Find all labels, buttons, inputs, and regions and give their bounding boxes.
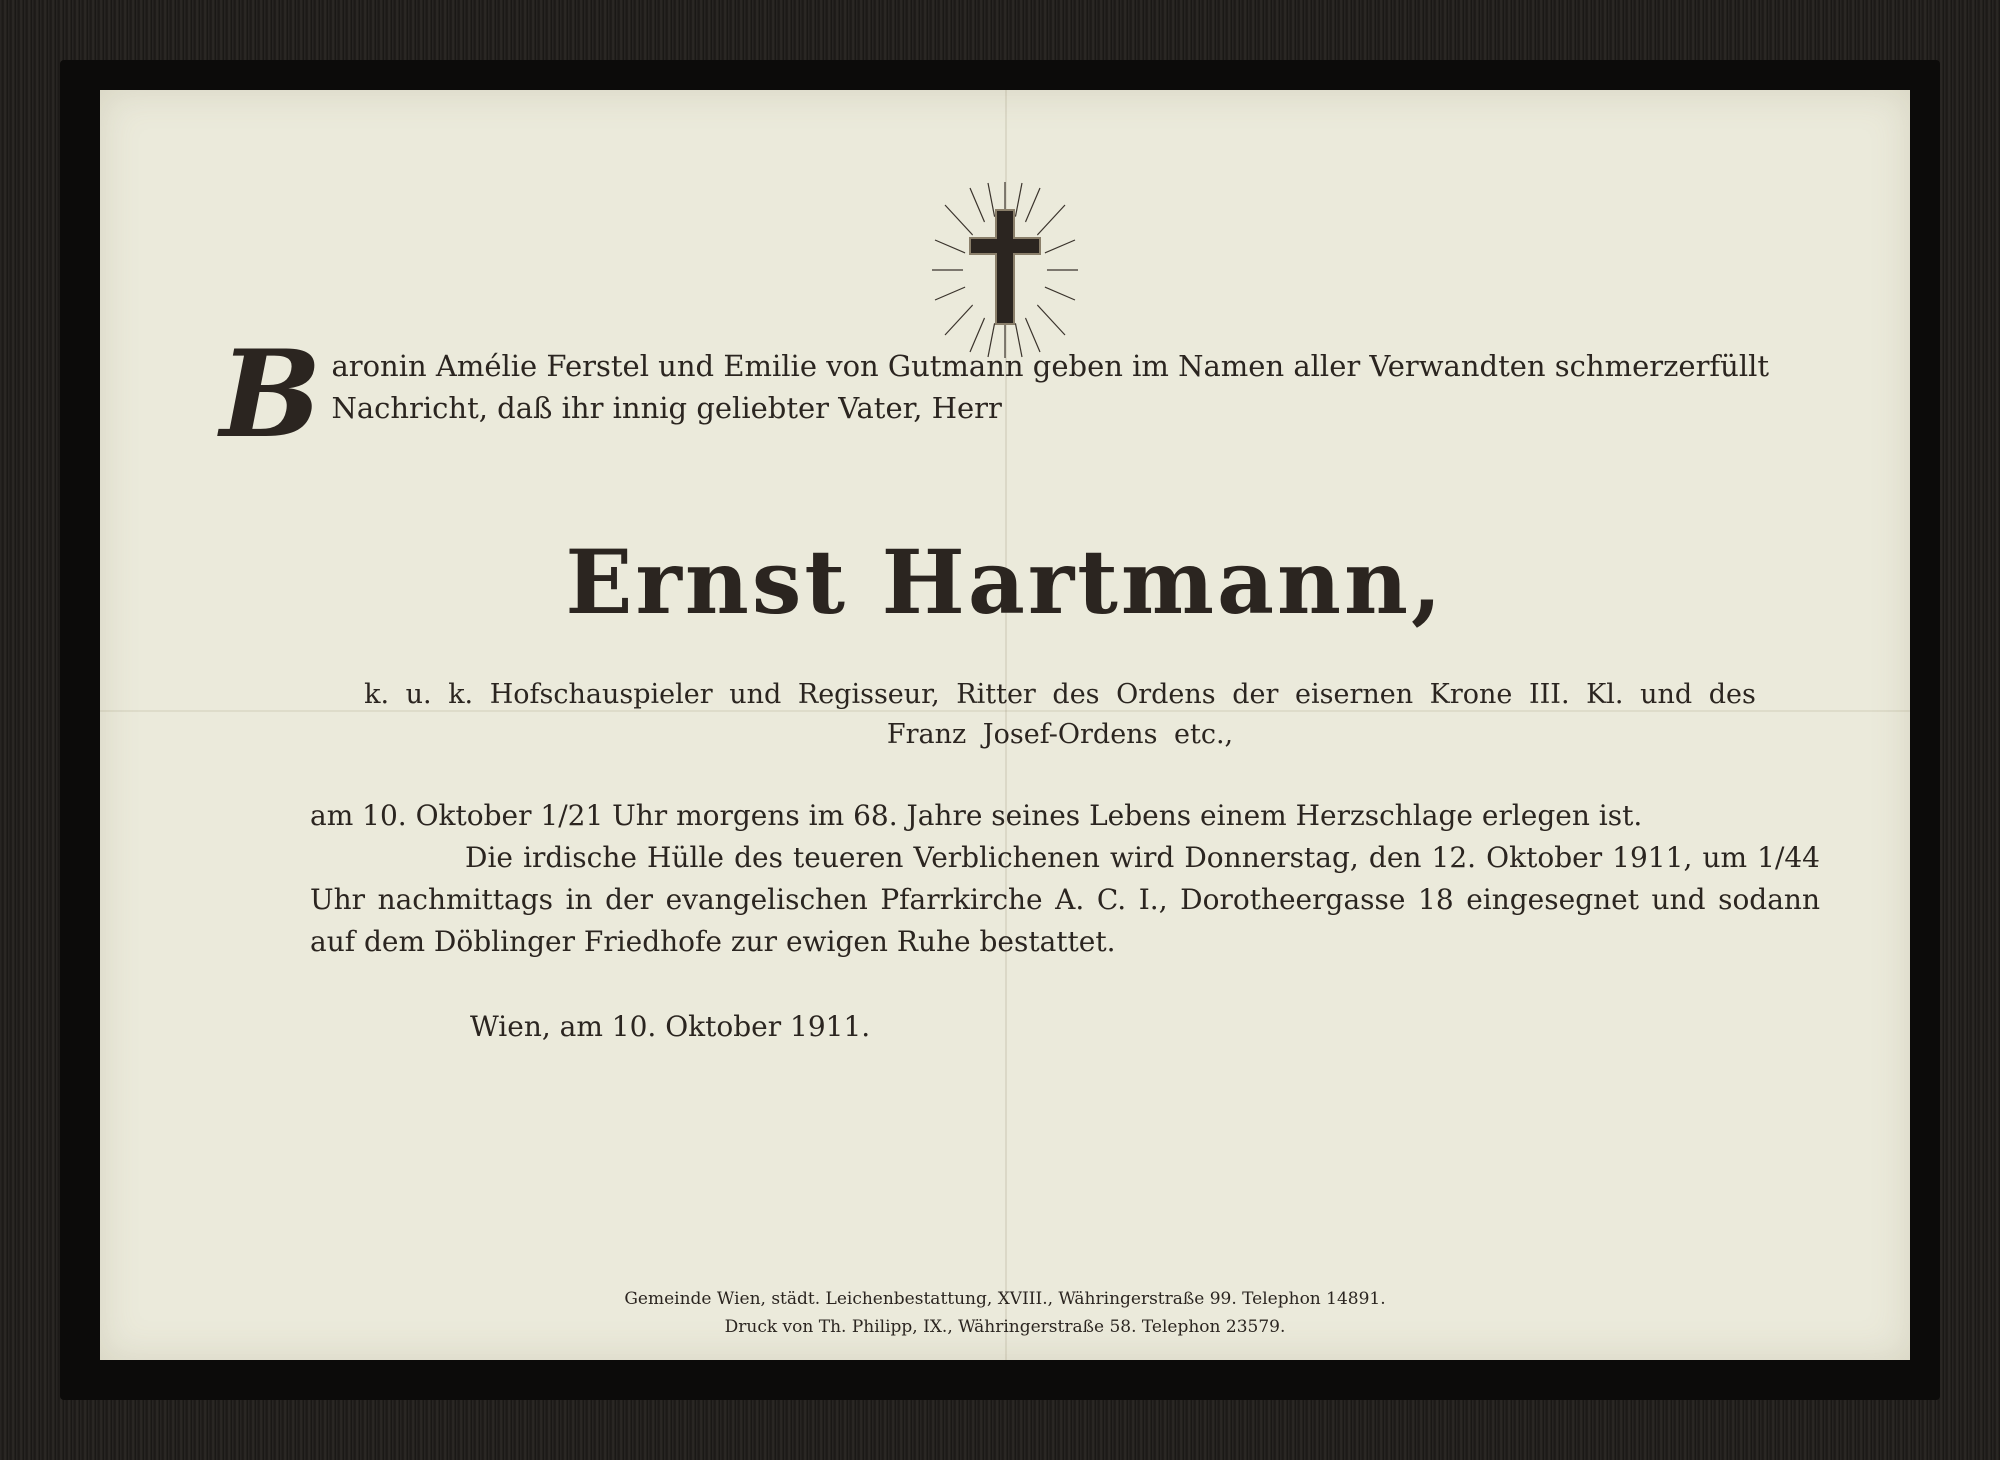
place-and-date: Wien, am 10. Oktober 1911. bbox=[470, 1010, 871, 1043]
deceased-name: Ernst Hartmann, bbox=[565, 530, 1445, 634]
imprint-line-1: Gemeinde Wien, städt. Leichenbestattung, XVIII., Währingerstraße 99. Telephon 14891. bbox=[624, 1289, 1386, 1309]
death-notice: am 10. Oktober 1/21 Uhr morgens im 68. Jahre seines Lebens einem Herzschlage erlegen ist. bbox=[310, 799, 1643, 832]
intro-paragraph bbox=[220, 324, 1800, 465]
announcement-body bbox=[310, 795, 1820, 963]
printer-imprint bbox=[100, 1285, 1910, 1341]
obituary-card bbox=[100, 90, 1910, 1360]
cross-icon bbox=[930, 180, 1080, 360]
honorifics bbox=[310, 675, 1810, 755]
honorifics-line-1: k. u. k. Hofschauspieler und Regisseur, Ritter des Ordens der eisernen Krone III. Kl. und des bbox=[364, 679, 1756, 710]
intro-text: aronin Amélie Ferstel und Emilie von Gutmann geben im Namen aller Verwandten schmerzerfüllt Nachricht, daß ihr innig geliebter Vater, Herr bbox=[331, 349, 1770, 425]
imprint-line-2: Druck von Th. Philipp, IX., Währingerstraße 58. Telephon 23579. bbox=[724, 1317, 1286, 1337]
funeral-details: Die irdische Hülle des teueren Verblichenen wird Donnerstag, den 12. Oktober 1911, um 1/44 Uhr nachmittags in der evangelischen Pfarrkirche A. C. I., Dorotheergasse 18 eingesegnet und sodann auf dem Döblinger Friedhofe zur ewigen Ruhe bestattet. bbox=[310, 841, 1820, 958]
honorifics-line-2: Franz Josef-Ordens etc., bbox=[886, 719, 1234, 750]
ornamental-initial: B bbox=[220, 324, 322, 465]
